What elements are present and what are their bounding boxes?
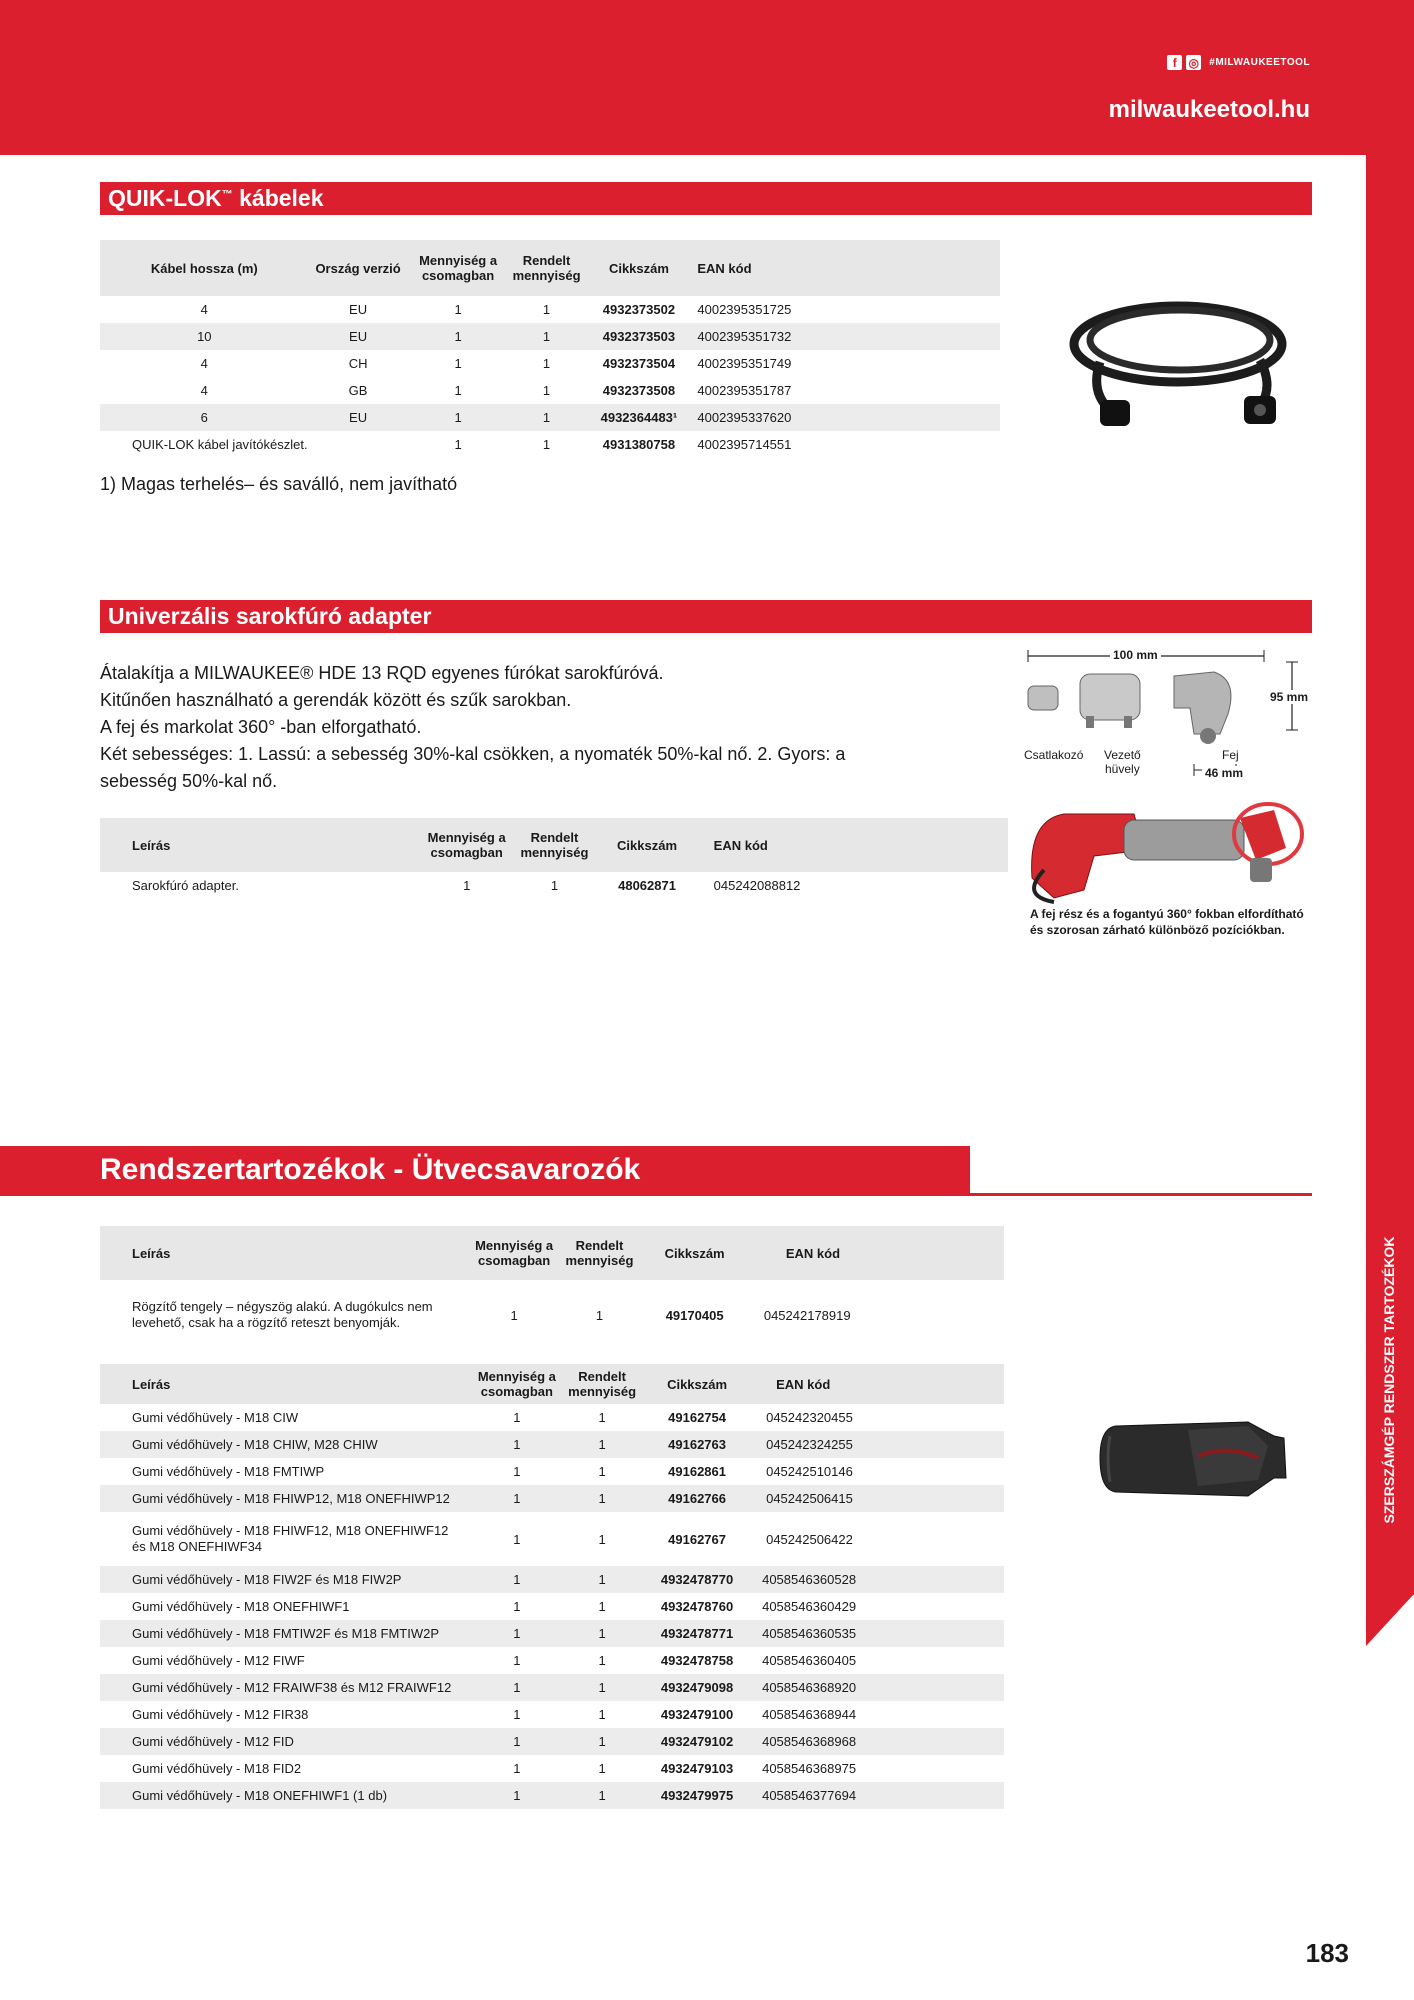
table-row: Sarokfúró adapter. 1 1 48062871 045242088812 xyxy=(132,878,801,893)
cable-image xyxy=(1060,282,1290,432)
adapter-diagram xyxy=(1024,644,1324,794)
col-header: EAN kód xyxy=(693,240,1000,296)
table-row: Gumi védőhüvely - M18 FIW2F és M18 FIW2P 1 1 4932478770 4058546360528 xyxy=(100,1566,1004,1593)
table-row: 4 EU 1 1 4932373502 4002395351725 xyxy=(200,302,792,317)
table-row: Gumi védőhüvely - M12 FID 1 1 4932479102 4058546368968 xyxy=(100,1728,1004,1755)
label-connector: Csatlakozó xyxy=(1024,748,1084,762)
table-row: 10 EU 1 1 4932373503 4002395351732 xyxy=(100,323,1000,350)
drill-image xyxy=(1024,800,1314,904)
table-row: Gumi védőhüvely - M18 CHIW, M28 CHIW 1 1 49162763 045242324255 xyxy=(100,1431,1004,1458)
footnote: 1) Magas terhelés– és saválló, nem javítható xyxy=(100,474,458,494)
hashtag: #MILWAUKEETOOL xyxy=(1209,57,1310,68)
social-links xyxy=(1167,55,1310,70)
table-row: Gumi védőhüvely - M12 FRAIWF38 és M12 FRAIWF12 1 1 4932479098 4058546368920 xyxy=(100,1674,1004,1701)
table-row: QUIK-LOK kábel javítókészlet. 1 1 4931380758 4002395714551 xyxy=(132,437,792,452)
col-header: Leírás xyxy=(100,1364,470,1404)
table-row: Gumi védőhüvely - M18 CIW 1 1 49162754 045242320455 xyxy=(132,1410,853,1425)
col-header: Rendelt mennyiség xyxy=(564,1364,640,1404)
table-row: 4 CH 1 1 4932373504 4002395351749 xyxy=(200,356,792,371)
table-row: 6 EU 1 1 4932364483¹ 4002395337620 xyxy=(100,404,1000,431)
page-header xyxy=(0,0,1414,155)
drill-caption: A fej rész és a fogantyú 360° fokban elfordítható és szorosan zárható különböző pozíciókban. xyxy=(1030,907,1304,937)
table-row: Gumi védőhüvely - M18 ONEFHIWF1 1 1 4932478760 4058546360429 xyxy=(132,1599,857,1614)
table-row: 4 GB 1 1 4932373508 4002395351787 xyxy=(200,383,792,398)
col-header: EAN kód xyxy=(754,1364,1004,1404)
section-title-bar xyxy=(0,1146,970,1196)
impact-table-1 xyxy=(100,1226,1004,1350)
col-header: Rendelt mennyiség xyxy=(517,818,593,872)
table-row: Gumi védőhüvely - M18 FMTIW2F és M18 FMTIW2P 1 1 4932478771 4058546360535 xyxy=(100,1620,1004,1647)
col-header: Rendelt mennyiség xyxy=(562,1226,638,1280)
dim-width-label: 100 mm xyxy=(1110,648,1161,662)
table-header-row xyxy=(100,818,1008,872)
col-header: EAN kód xyxy=(752,1226,1004,1280)
col-header: Leírás xyxy=(100,1226,467,1280)
page-number: 183 xyxy=(1305,1938,1349,1968)
table-header-row xyxy=(100,240,1000,296)
table-header-row xyxy=(100,1364,1004,1404)
col-header: Mennyiség a csomagban xyxy=(470,1364,565,1404)
col-header: Cikkszám xyxy=(585,240,694,296)
col-header: Cikkszám xyxy=(640,1364,754,1404)
table-row: Gumi védőhüvely - M18 FHIWF12, M18 ONEFHIWF12 és M18 ONEFHIWF34 1 1 49162767 045242506422 xyxy=(132,1523,853,1554)
label-head: Fej xyxy=(1222,748,1239,762)
table-row: Rögzítő tengely – négyszög alakú. A dugókulcs nem levehető, csak ha a rögzítő reteszt benyomják. 1 1 49170405 045242178919 xyxy=(132,1299,851,1330)
col-header: Leírás xyxy=(100,818,417,872)
impact-table-2 xyxy=(100,1364,1004,1809)
section-title-underline xyxy=(970,1193,1312,1196)
col-header: Mennyiség a csomagban xyxy=(417,818,517,872)
rubber-boot-image xyxy=(1098,1416,1290,1502)
side-tab-corner xyxy=(1366,1594,1414,1646)
instagram-icon[interactable]: ◎ xyxy=(1186,55,1201,70)
dim-head-label: 46 mm xyxy=(1202,766,1246,780)
table-header-row xyxy=(100,1226,1004,1280)
col-header: Ország verzió xyxy=(309,240,408,296)
adapter-table xyxy=(100,818,1008,899)
quiklok-table xyxy=(100,240,1000,458)
website-link[interactable]: milwaukeetool.hu xyxy=(1108,96,1310,123)
table-row: Gumi védőhüvely - M12 FIWF 1 1 4932478758 4058546360405 xyxy=(132,1653,857,1668)
label-sleeve: Vezető hüvely xyxy=(1104,748,1141,776)
col-header: Cikkszám xyxy=(592,818,701,872)
col-header: Rendelt mennyiség xyxy=(509,240,585,296)
table-row: Gumi védőhüvely - M18 ONEFHIWF1 (1 db) 1 1 4932479975 4058546377694 xyxy=(100,1782,1004,1809)
col-header: EAN kód xyxy=(702,818,1008,872)
adapter-description: Átalakítja a MILWAUKEE® HDE 13 RQD egyenes fúrókat sarokfúróvá. Kitűnően használható a gerendák között és szűk sarokban. A fej és markolat 360° -ban elforgatható. Két sebességes: 1. Lassú: a sebesség 30%-kal csökken, a nyomaték 50%-kal nő. 2. Gyors: a sebesség 50%-kal nő. xyxy=(100,663,846,791)
facebook-icon[interactable]: f xyxy=(1167,55,1182,70)
col-header: Mennyiség a csomagban xyxy=(408,240,509,296)
section-title-adapter: Univerzális sarokfúró adapter xyxy=(108,603,432,629)
section-title-bar xyxy=(100,600,1312,633)
side-tab-label: SZERSZÁMGÉP RENDSZER TARTOZÉKOK xyxy=(1381,1236,1397,1524)
table-row: Gumi védőhüvely - M12 FIR38 1 1 4932479100 4058546368944 xyxy=(132,1707,857,1722)
table-row: Gumi védőhüvely - M18 FMTIWP 1 1 49162861 045242510146 xyxy=(132,1464,853,1479)
section-title-quiklok: QUIK-LOK™ kábelek xyxy=(108,185,324,211)
table-row: Gumi védőhüvely - M18 FID2 1 1 4932479103 4058546368975 xyxy=(132,1761,857,1776)
col-header: Cikkszám xyxy=(637,1226,751,1280)
section-title-bar xyxy=(100,182,1312,215)
table-row: Gumi védőhüvely - M18 FHIWP12, M18 ONEFHIWP12 1 1 49162766 045242506415 xyxy=(100,1485,1004,1512)
section-title-impact: Rendszertartozékok - Ütvecsavarozók xyxy=(100,1153,641,1186)
col-header: Kábel hossza (m) xyxy=(100,240,309,296)
dim-height-label: 95 mm xyxy=(1270,690,1309,704)
col-header: Mennyiség a csomagban xyxy=(467,1226,562,1280)
